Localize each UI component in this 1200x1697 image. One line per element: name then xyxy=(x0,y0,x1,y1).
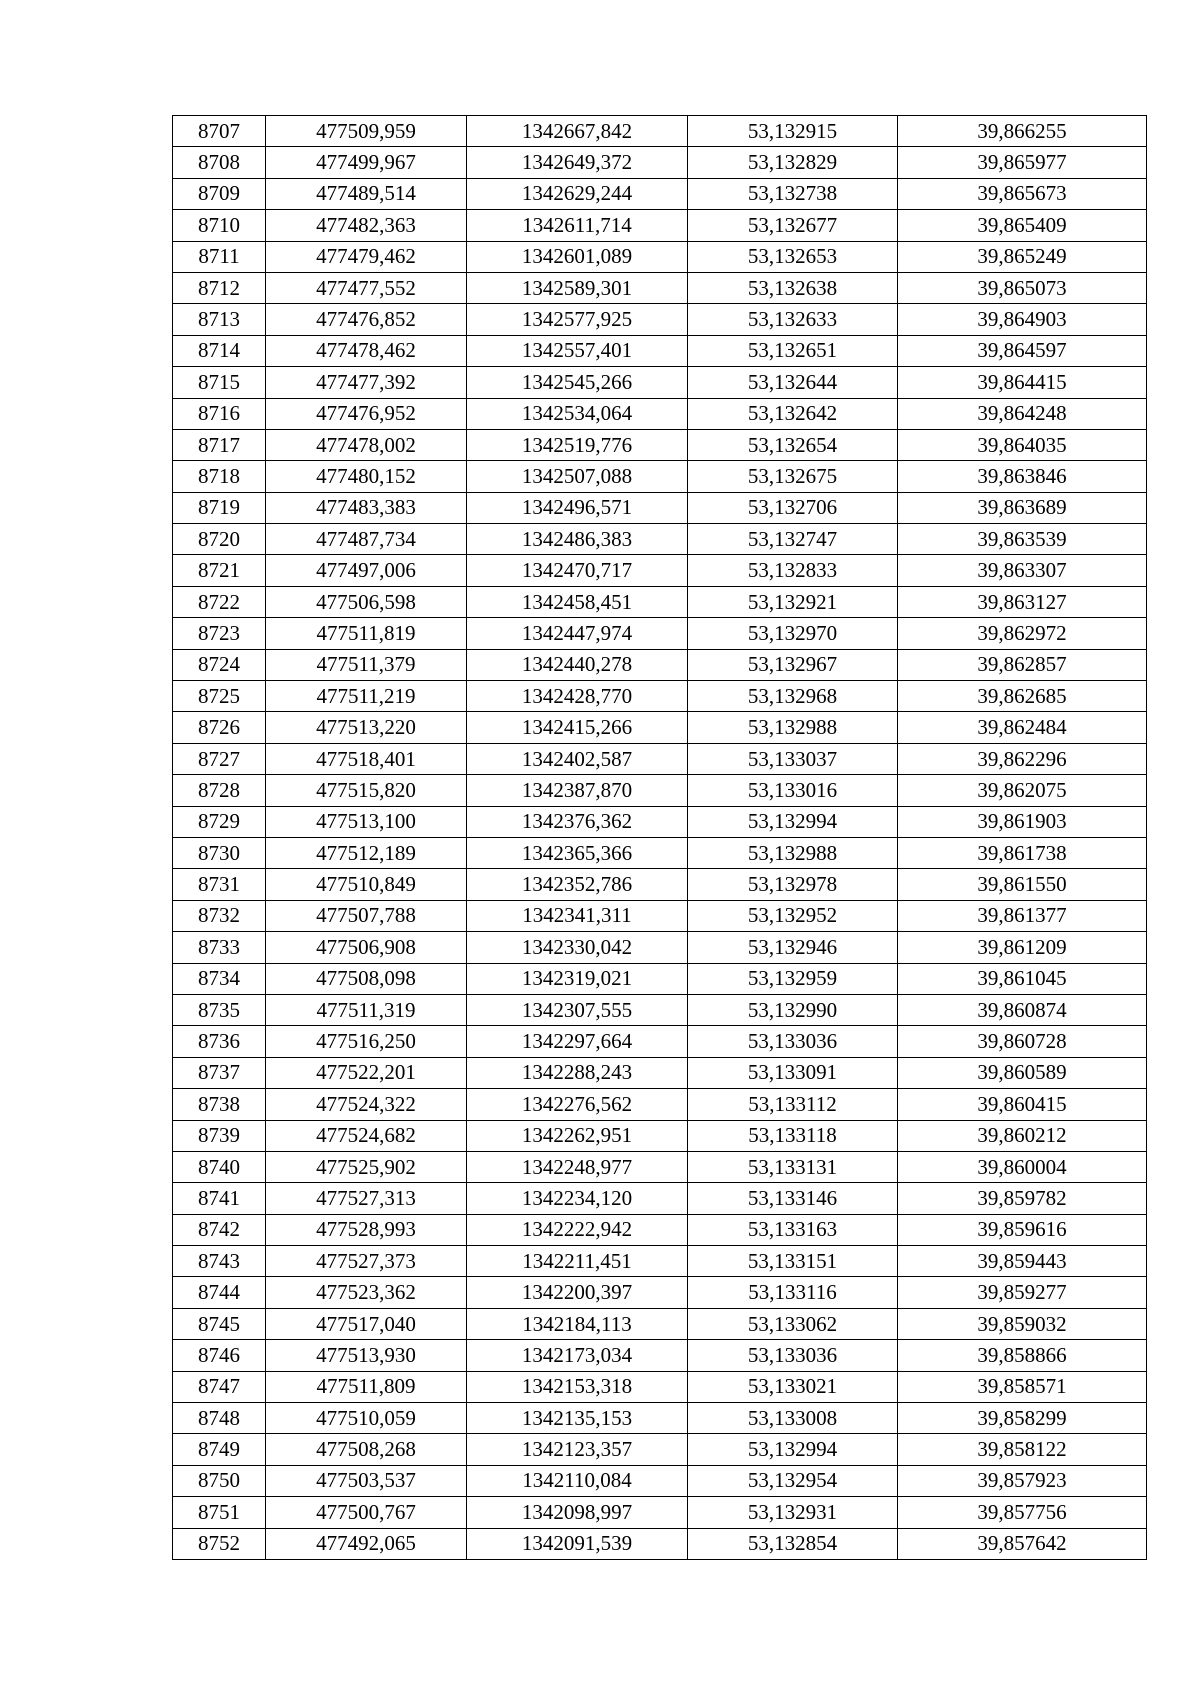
longitude-cell: 39,862972 xyxy=(898,618,1147,649)
point-number-cell: 8745 xyxy=(173,1308,266,1339)
x-coordinate-cell: 477497,006 xyxy=(266,555,467,586)
latitude-cell: 53,133016 xyxy=(688,775,898,806)
table-row xyxy=(173,900,1147,931)
longitude-cell: 39,859616 xyxy=(898,1214,1147,1245)
point-number-cell: 8728 xyxy=(173,775,266,806)
x-coordinate-cell: 477528,993 xyxy=(266,1214,467,1245)
table-row xyxy=(173,367,1147,398)
longitude-cell: 39,859443 xyxy=(898,1246,1147,1277)
x-coordinate-cell: 477507,788 xyxy=(266,900,467,931)
y-coordinate-cell: 1342135,153 xyxy=(467,1403,688,1434)
x-coordinate-cell: 477499,967 xyxy=(266,147,467,178)
x-coordinate-cell: 477511,379 xyxy=(266,649,467,680)
point-number-cell: 8712 xyxy=(173,272,266,303)
y-coordinate-cell: 1342123,357 xyxy=(467,1434,688,1465)
longitude-cell: 39,862857 xyxy=(898,649,1147,680)
longitude-cell: 39,863307 xyxy=(898,555,1147,586)
x-coordinate-cell: 477511,219 xyxy=(266,681,467,712)
longitude-cell: 39,861738 xyxy=(898,837,1147,868)
x-coordinate-cell: 477510,849 xyxy=(266,869,467,900)
point-number-cell: 8723 xyxy=(173,618,266,649)
table-row xyxy=(173,1277,1147,1308)
x-coordinate-cell: 477524,322 xyxy=(266,1089,467,1120)
table-row xyxy=(173,743,1147,774)
y-coordinate-cell: 1342447,974 xyxy=(467,618,688,649)
x-coordinate-cell: 477483,383 xyxy=(266,492,467,523)
longitude-cell: 39,862685 xyxy=(898,681,1147,712)
latitude-cell: 53,132994 xyxy=(688,806,898,837)
latitude-cell: 53,132915 xyxy=(688,116,898,147)
y-coordinate-cell: 1342387,870 xyxy=(467,775,688,806)
point-number-cell: 8732 xyxy=(173,900,266,931)
latitude-cell: 53,132854 xyxy=(688,1528,898,1559)
latitude-cell: 53,132994 xyxy=(688,1434,898,1465)
point-number-cell: 8720 xyxy=(173,524,266,555)
latitude-cell: 53,132651 xyxy=(688,335,898,366)
longitude-cell: 39,865249 xyxy=(898,241,1147,272)
longitude-cell: 39,858122 xyxy=(898,1434,1147,1465)
table-row xyxy=(173,1214,1147,1245)
y-coordinate-cell: 1342611,714 xyxy=(467,210,688,241)
y-coordinate-cell: 1342352,786 xyxy=(467,869,688,900)
y-coordinate-cell: 1342649,372 xyxy=(467,147,688,178)
x-coordinate-cell: 477513,930 xyxy=(266,1340,467,1371)
point-number-cell: 8713 xyxy=(173,304,266,335)
point-number-cell: 8711 xyxy=(173,241,266,272)
longitude-cell: 39,861045 xyxy=(898,963,1147,994)
latitude-cell: 53,133112 xyxy=(688,1089,898,1120)
table-row xyxy=(173,869,1147,900)
x-coordinate-cell: 477527,313 xyxy=(266,1183,467,1214)
x-coordinate-cell: 477518,401 xyxy=(266,743,467,774)
x-coordinate-cell: 477511,319 xyxy=(266,994,467,1025)
x-coordinate-cell: 477482,363 xyxy=(266,210,467,241)
point-number-cell: 8737 xyxy=(173,1057,266,1088)
table-row xyxy=(173,775,1147,806)
y-coordinate-cell: 1342376,362 xyxy=(467,806,688,837)
x-coordinate-cell: 477508,098 xyxy=(266,963,467,994)
point-number-cell: 8738 xyxy=(173,1089,266,1120)
table-row xyxy=(173,932,1147,963)
y-coordinate-cell: 1342496,571 xyxy=(467,492,688,523)
latitude-cell: 53,132990 xyxy=(688,994,898,1025)
table-row xyxy=(173,712,1147,743)
x-coordinate-cell: 477516,250 xyxy=(266,1026,467,1057)
y-coordinate-cell: 1342262,951 xyxy=(467,1120,688,1151)
y-coordinate-cell: 1342365,366 xyxy=(467,837,688,868)
longitude-cell: 39,861550 xyxy=(898,869,1147,900)
point-number-cell: 8714 xyxy=(173,335,266,366)
longitude-cell: 39,864903 xyxy=(898,304,1147,335)
x-coordinate-cell: 477500,767 xyxy=(266,1497,467,1528)
point-number-cell: 8715 xyxy=(173,367,266,398)
point-number-cell: 8752 xyxy=(173,1528,266,1559)
longitude-cell: 39,862484 xyxy=(898,712,1147,743)
x-coordinate-cell: 477477,552 xyxy=(266,272,467,303)
point-number-cell: 8710 xyxy=(173,210,266,241)
table-row xyxy=(173,461,1147,492)
point-number-cell: 8742 xyxy=(173,1214,266,1245)
longitude-cell: 39,858299 xyxy=(898,1403,1147,1434)
x-coordinate-cell: 477510,059 xyxy=(266,1403,467,1434)
x-coordinate-cell: 477515,820 xyxy=(266,775,467,806)
point-number-cell: 8727 xyxy=(173,743,266,774)
latitude-cell: 53,133062 xyxy=(688,1308,898,1339)
longitude-cell: 39,863689 xyxy=(898,492,1147,523)
table-row xyxy=(173,147,1147,178)
x-coordinate-cell: 477479,462 xyxy=(266,241,467,272)
latitude-cell: 53,132747 xyxy=(688,524,898,555)
x-coordinate-cell: 477513,100 xyxy=(266,806,467,837)
coordinates-table-body xyxy=(173,116,1147,1560)
longitude-cell: 39,861209 xyxy=(898,932,1147,963)
longitude-cell: 39,857756 xyxy=(898,1497,1147,1528)
x-coordinate-cell: 477503,537 xyxy=(266,1465,467,1496)
table-row xyxy=(173,1528,1147,1559)
table-row xyxy=(173,994,1147,1025)
longitude-cell: 39,859277 xyxy=(898,1277,1147,1308)
y-coordinate-cell: 1342297,664 xyxy=(467,1026,688,1057)
point-number-cell: 8748 xyxy=(173,1403,266,1434)
y-coordinate-cell: 1342276,562 xyxy=(467,1089,688,1120)
x-coordinate-cell: 477511,819 xyxy=(266,618,467,649)
latitude-cell: 53,132954 xyxy=(688,1465,898,1496)
x-coordinate-cell: 477492,065 xyxy=(266,1528,467,1559)
longitude-cell: 39,858866 xyxy=(898,1340,1147,1371)
longitude-cell: 39,863539 xyxy=(898,524,1147,555)
point-number-cell: 8707 xyxy=(173,116,266,147)
latitude-cell: 53,133163 xyxy=(688,1214,898,1245)
table-row xyxy=(173,524,1147,555)
longitude-cell: 39,860212 xyxy=(898,1120,1147,1151)
table-row xyxy=(173,681,1147,712)
x-coordinate-cell: 477512,189 xyxy=(266,837,467,868)
table-row xyxy=(173,1371,1147,1402)
y-coordinate-cell: 1342248,977 xyxy=(467,1151,688,1182)
x-coordinate-cell: 477508,268 xyxy=(266,1434,467,1465)
y-coordinate-cell: 1342319,021 xyxy=(467,963,688,994)
x-coordinate-cell: 477476,952 xyxy=(266,398,467,429)
table-row xyxy=(173,241,1147,272)
point-number-cell: 8740 xyxy=(173,1151,266,1182)
y-coordinate-cell: 1342211,451 xyxy=(467,1246,688,1277)
table-row xyxy=(173,1089,1147,1120)
x-coordinate-cell: 477523,362 xyxy=(266,1277,467,1308)
point-number-cell: 8730 xyxy=(173,837,266,868)
x-coordinate-cell: 477506,908 xyxy=(266,932,467,963)
latitude-cell: 53,132633 xyxy=(688,304,898,335)
table-row xyxy=(173,618,1147,649)
latitude-cell: 53,132968 xyxy=(688,681,898,712)
latitude-cell: 53,132677 xyxy=(688,210,898,241)
y-coordinate-cell: 1342458,451 xyxy=(467,586,688,617)
table-row xyxy=(173,555,1147,586)
point-number-cell: 8724 xyxy=(173,649,266,680)
point-number-cell: 8750 xyxy=(173,1465,266,1496)
longitude-cell: 39,857642 xyxy=(898,1528,1147,1559)
point-number-cell: 8736 xyxy=(173,1026,266,1057)
point-number-cell: 8726 xyxy=(173,712,266,743)
longitude-cell: 39,860874 xyxy=(898,994,1147,1025)
point-number-cell: 8749 xyxy=(173,1434,266,1465)
point-number-cell: 8716 xyxy=(173,398,266,429)
longitude-cell: 39,865409 xyxy=(898,210,1147,241)
longitude-cell: 39,864035 xyxy=(898,429,1147,460)
point-number-cell: 8718 xyxy=(173,461,266,492)
y-coordinate-cell: 1342601,089 xyxy=(467,241,688,272)
y-coordinate-cell: 1342153,318 xyxy=(467,1371,688,1402)
latitude-cell: 53,132967 xyxy=(688,649,898,680)
longitude-cell: 39,860004 xyxy=(898,1151,1147,1182)
x-coordinate-cell: 477522,201 xyxy=(266,1057,467,1088)
table-row xyxy=(173,429,1147,460)
y-coordinate-cell: 1342428,770 xyxy=(467,681,688,712)
longitude-cell: 39,859032 xyxy=(898,1308,1147,1339)
latitude-cell: 53,133036 xyxy=(688,1340,898,1371)
x-coordinate-cell: 477511,809 xyxy=(266,1371,467,1402)
y-coordinate-cell: 1342200,397 xyxy=(467,1277,688,1308)
longitude-cell: 39,863127 xyxy=(898,586,1147,617)
point-number-cell: 8746 xyxy=(173,1340,266,1371)
y-coordinate-cell: 1342415,266 xyxy=(467,712,688,743)
latitude-cell: 53,132675 xyxy=(688,461,898,492)
latitude-cell: 53,133036 xyxy=(688,1026,898,1057)
table-row xyxy=(173,398,1147,429)
point-number-cell: 8722 xyxy=(173,586,266,617)
point-number-cell: 8735 xyxy=(173,994,266,1025)
table-row xyxy=(173,1340,1147,1371)
longitude-cell: 39,859782 xyxy=(898,1183,1147,1214)
y-coordinate-cell: 1342519,776 xyxy=(467,429,688,460)
y-coordinate-cell: 1342470,717 xyxy=(467,555,688,586)
y-coordinate-cell: 1342341,311 xyxy=(467,900,688,931)
longitude-cell: 39,862075 xyxy=(898,775,1147,806)
y-coordinate-cell: 1342629,244 xyxy=(467,178,688,209)
x-coordinate-cell: 477527,373 xyxy=(266,1246,467,1277)
x-coordinate-cell: 477513,220 xyxy=(266,712,467,743)
y-coordinate-cell: 1342557,401 xyxy=(467,335,688,366)
latitude-cell: 53,133008 xyxy=(688,1403,898,1434)
y-coordinate-cell: 1342307,555 xyxy=(467,994,688,1025)
longitude-cell: 39,865073 xyxy=(898,272,1147,303)
longitude-cell: 39,864415 xyxy=(898,367,1147,398)
table-row xyxy=(173,304,1147,335)
coordinates-table xyxy=(172,115,1147,1560)
latitude-cell: 53,132653 xyxy=(688,241,898,272)
y-coordinate-cell: 1342667,842 xyxy=(467,116,688,147)
y-coordinate-cell: 1342577,925 xyxy=(467,304,688,335)
x-coordinate-cell: 477478,462 xyxy=(266,335,467,366)
latitude-cell: 53,132978 xyxy=(688,869,898,900)
x-coordinate-cell: 477480,152 xyxy=(266,461,467,492)
latitude-cell: 53,133131 xyxy=(688,1151,898,1182)
longitude-cell: 39,864248 xyxy=(898,398,1147,429)
point-number-cell: 8725 xyxy=(173,681,266,712)
longitude-cell: 39,860589 xyxy=(898,1057,1147,1088)
latitude-cell: 53,132921 xyxy=(688,586,898,617)
table-row xyxy=(173,586,1147,617)
point-number-cell: 8739 xyxy=(173,1120,266,1151)
y-coordinate-cell: 1342110,084 xyxy=(467,1465,688,1496)
y-coordinate-cell: 1342184,113 xyxy=(467,1308,688,1339)
latitude-cell: 53,133146 xyxy=(688,1183,898,1214)
latitude-cell: 53,133037 xyxy=(688,743,898,774)
x-coordinate-cell: 477478,002 xyxy=(266,429,467,460)
x-coordinate-cell: 477506,598 xyxy=(266,586,467,617)
y-coordinate-cell: 1342222,942 xyxy=(467,1214,688,1245)
longitude-cell: 39,865977 xyxy=(898,147,1147,178)
point-number-cell: 8729 xyxy=(173,806,266,837)
longitude-cell: 39,861903 xyxy=(898,806,1147,837)
y-coordinate-cell: 1342402,587 xyxy=(467,743,688,774)
latitude-cell: 53,132638 xyxy=(688,272,898,303)
longitude-cell: 39,866255 xyxy=(898,116,1147,147)
table-row xyxy=(173,335,1147,366)
x-coordinate-cell: 477489,514 xyxy=(266,178,467,209)
table-row xyxy=(173,1183,1147,1214)
latitude-cell: 53,132654 xyxy=(688,429,898,460)
point-number-cell: 8741 xyxy=(173,1183,266,1214)
x-coordinate-cell: 477517,040 xyxy=(266,1308,467,1339)
table-row xyxy=(173,210,1147,241)
point-number-cell: 8744 xyxy=(173,1277,266,1308)
latitude-cell: 53,133116 xyxy=(688,1277,898,1308)
latitude-cell: 53,132970 xyxy=(688,618,898,649)
table-row xyxy=(173,1120,1147,1151)
y-coordinate-cell: 1342234,120 xyxy=(467,1183,688,1214)
y-coordinate-cell: 1342486,383 xyxy=(467,524,688,555)
table-row xyxy=(173,1465,1147,1496)
latitude-cell: 53,132833 xyxy=(688,555,898,586)
table-row xyxy=(173,1308,1147,1339)
y-coordinate-cell: 1342534,064 xyxy=(467,398,688,429)
latitude-cell: 53,132952 xyxy=(688,900,898,931)
point-number-cell: 8709 xyxy=(173,178,266,209)
point-number-cell: 8731 xyxy=(173,869,266,900)
x-coordinate-cell: 477525,902 xyxy=(266,1151,467,1182)
x-coordinate-cell: 477524,682 xyxy=(266,1120,467,1151)
table-row xyxy=(173,963,1147,994)
table-row xyxy=(173,837,1147,868)
y-coordinate-cell: 1342098,997 xyxy=(467,1497,688,1528)
latitude-cell: 53,132959 xyxy=(688,963,898,994)
y-coordinate-cell: 1342440,278 xyxy=(467,649,688,680)
table-row xyxy=(173,1151,1147,1182)
table-row xyxy=(173,1026,1147,1057)
y-coordinate-cell: 1342507,088 xyxy=(467,461,688,492)
point-number-cell: 8747 xyxy=(173,1371,266,1402)
y-coordinate-cell: 1342330,042 xyxy=(467,932,688,963)
point-number-cell: 8719 xyxy=(173,492,266,523)
y-coordinate-cell: 1342091,539 xyxy=(467,1528,688,1559)
latitude-cell: 53,132706 xyxy=(688,492,898,523)
x-coordinate-cell: 477477,392 xyxy=(266,367,467,398)
latitude-cell: 53,133118 xyxy=(688,1120,898,1151)
longitude-cell: 39,864597 xyxy=(898,335,1147,366)
table-row xyxy=(173,1497,1147,1528)
longitude-cell: 39,863846 xyxy=(898,461,1147,492)
point-number-cell: 8751 xyxy=(173,1497,266,1528)
longitude-cell: 39,860728 xyxy=(898,1026,1147,1057)
table-row xyxy=(173,1403,1147,1434)
y-coordinate-cell: 1342545,266 xyxy=(467,367,688,398)
y-coordinate-cell: 1342173,034 xyxy=(467,1340,688,1371)
longitude-cell: 39,862296 xyxy=(898,743,1147,774)
longitude-cell: 39,865673 xyxy=(898,178,1147,209)
latitude-cell: 53,132988 xyxy=(688,837,898,868)
x-coordinate-cell: 477487,734 xyxy=(266,524,467,555)
point-number-cell: 8717 xyxy=(173,429,266,460)
latitude-cell: 53,132931 xyxy=(688,1497,898,1528)
table-row xyxy=(173,178,1147,209)
table-row xyxy=(173,272,1147,303)
table-row xyxy=(173,1434,1147,1465)
latitude-cell: 53,132738 xyxy=(688,178,898,209)
y-coordinate-cell: 1342589,301 xyxy=(467,272,688,303)
x-coordinate-cell: 477509,959 xyxy=(266,116,467,147)
y-coordinate-cell: 1342288,243 xyxy=(467,1057,688,1088)
point-number-cell: 8734 xyxy=(173,963,266,994)
longitude-cell: 39,861377 xyxy=(898,900,1147,931)
point-number-cell: 8708 xyxy=(173,147,266,178)
table-row xyxy=(173,116,1147,147)
table-row xyxy=(173,1246,1147,1277)
table-row xyxy=(173,1057,1147,1088)
latitude-cell: 53,132644 xyxy=(688,367,898,398)
longitude-cell: 39,857923 xyxy=(898,1465,1147,1496)
longitude-cell: 39,858571 xyxy=(898,1371,1147,1402)
point-number-cell: 8733 xyxy=(173,932,266,963)
point-number-cell: 8743 xyxy=(173,1246,266,1277)
x-coordinate-cell: 477476,852 xyxy=(266,304,467,335)
table-row xyxy=(173,649,1147,680)
latitude-cell: 53,132642 xyxy=(688,398,898,429)
table-row xyxy=(173,806,1147,837)
latitude-cell: 53,132988 xyxy=(688,712,898,743)
point-number-cell: 8721 xyxy=(173,555,266,586)
latitude-cell: 53,132946 xyxy=(688,932,898,963)
latitude-cell: 53,133021 xyxy=(688,1371,898,1402)
latitude-cell: 53,132829 xyxy=(688,147,898,178)
latitude-cell: 53,133091 xyxy=(688,1057,898,1088)
table-row xyxy=(173,492,1147,523)
latitude-cell: 53,133151 xyxy=(688,1246,898,1277)
longitude-cell: 39,860415 xyxy=(898,1089,1147,1120)
